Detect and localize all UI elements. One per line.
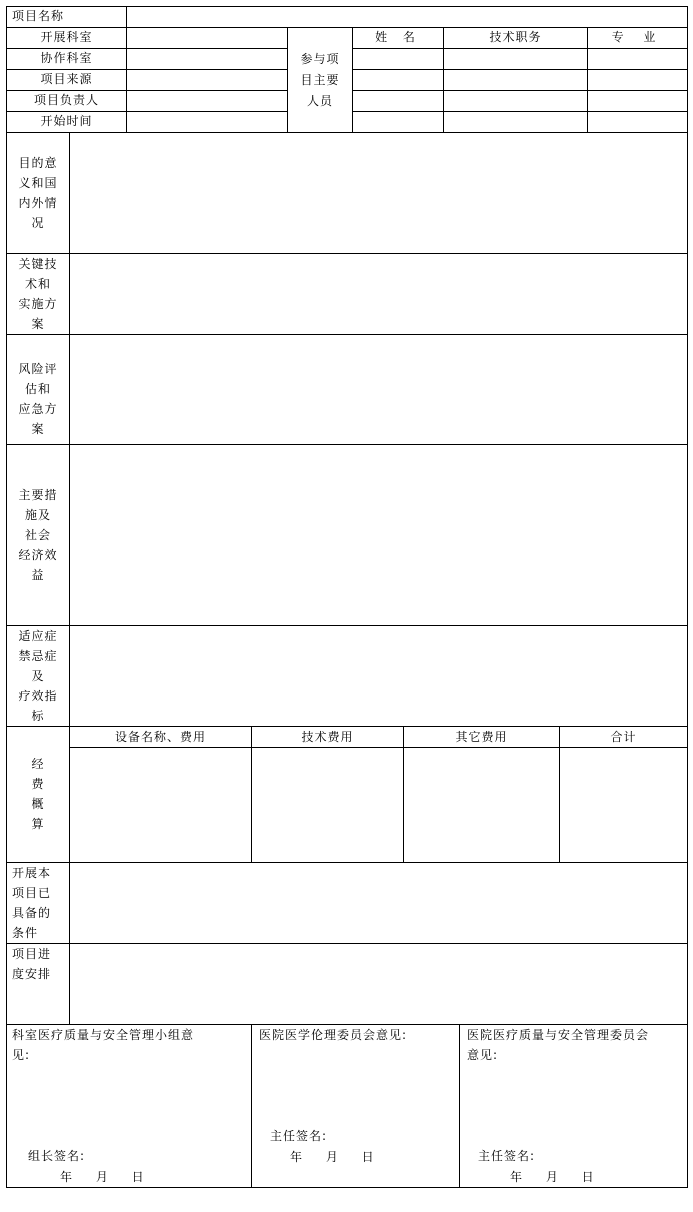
- key-tech-label-4: 案: [31, 317, 45, 331]
- risk-label-2: 估和: [24, 382, 51, 396]
- key-tech-label-2: 术和: [24, 277, 51, 291]
- budget-label-2: 费: [31, 777, 45, 791]
- leader-field[interactable]: [127, 91, 287, 111]
- conditions-label-4: 条件: [12, 926, 39, 940]
- measures-label-2: 施及: [24, 508, 51, 522]
- conditions-label-2: 项目已: [12, 886, 52, 900]
- indications-label-4: 疗效指: [18, 689, 58, 703]
- key-tech-label-1: 关键技: [18, 257, 58, 271]
- source-field[interactable]: [127, 70, 287, 90]
- risk-field[interactable]: [70, 335, 687, 444]
- project-name-label: 项目名称: [12, 9, 65, 23]
- project-name-field[interactable]: [127, 7, 687, 27]
- risk-label-4: 案: [31, 422, 45, 436]
- start-time-field[interactable]: [127, 112, 287, 132]
- hospital-director-signature-label: 主任签名:: [478, 1149, 536, 1163]
- members-label-line3: 人员: [306, 94, 333, 108]
- indications-label-3: 及: [31, 669, 45, 683]
- dept-group-opinion-label-1: 科室医疗质量与安全管理小组意: [12, 1028, 195, 1042]
- hospital-date: 年 月 日: [510, 1170, 604, 1184]
- conditions-label-1: 开展本: [12, 866, 52, 880]
- purpose-label-3: 内外情: [18, 196, 58, 210]
- budget-other-header: 其它费用: [455, 730, 508, 744]
- schedule-field[interactable]: [70, 944, 687, 1024]
- source-label: 项目来源: [40, 72, 93, 86]
- budget-label-1: 经: [31, 757, 45, 771]
- budget-tech-field[interactable]: [252, 748, 403, 862]
- budget-other-field[interactable]: [404, 748, 559, 862]
- budget-total-header: 合计: [610, 730, 637, 744]
- indications-label-1: 适应症: [18, 629, 58, 643]
- indications-label-2: 禁忌症: [18, 649, 58, 663]
- budget-label-3: 概: [31, 797, 45, 811]
- conditions-label-3: 具备的: [12, 906, 52, 920]
- key-tech-field[interactable]: [70, 254, 687, 334]
- dept-group-date: 年 月 日: [60, 1170, 154, 1184]
- dept-label: 开展科室: [40, 30, 93, 44]
- measures-label-3: 社会: [24, 528, 51, 542]
- ethics-director-signature-label: 主任签名:: [270, 1129, 328, 1143]
- budget-tech-header: 技术费用: [301, 730, 354, 744]
- purpose-label-2: 义和国: [18, 176, 58, 190]
- members-label-line1: 参与项: [300, 52, 340, 66]
- indications-field[interactable]: [70, 626, 687, 726]
- measures-label-4: 经济效: [18, 548, 58, 562]
- start-time-label: 开始时间: [40, 114, 93, 128]
- leader-label: 项目负责人: [33, 93, 99, 107]
- ethics-opinion-label: 医院医学伦理委员会意见:: [259, 1028, 408, 1042]
- col-title-header: 技术职务: [489, 30, 542, 44]
- key-tech-label-3: 实施方: [18, 297, 58, 311]
- purpose-field[interactable]: [70, 133, 687, 253]
- purpose-label-4: 况: [31, 216, 45, 230]
- coop-dept-field[interactable]: [127, 49, 287, 69]
- col-name-header: 姓 名: [375, 30, 421, 44]
- risk-label-3: 应急方: [18, 402, 58, 416]
- budget-equipment-header: 设备名称、费用: [114, 730, 206, 744]
- budget-total-field[interactable]: [560, 748, 687, 862]
- hospital-opinion-label-2: 意见:: [467, 1048, 499, 1062]
- conditions-field[interactable]: [70, 863, 687, 943]
- budget-equipment-field[interactable]: [70, 748, 251, 862]
- indications-label-5: 标: [31, 709, 45, 723]
- schedule-label-1: 项目进: [12, 947, 52, 961]
- leader-signature-label: 组长签名:: [28, 1149, 86, 1163]
- budget-label-4: 算: [31, 817, 45, 831]
- measures-label-1: 主要措: [18, 488, 58, 502]
- measures-field[interactable]: [70, 445, 687, 625]
- schedule-label-2: 度安排: [12, 967, 52, 981]
- ethics-date: 年 月 日: [290, 1150, 384, 1164]
- coop-dept-label: 协作科室: [40, 51, 93, 65]
- purpose-label-1: 目的意: [18, 156, 58, 170]
- hospital-opinion-label-1: 医院医疗质量与安全管理委员会: [467, 1028, 650, 1042]
- col-major-header: 专 业: [611, 30, 664, 44]
- members-label-line2: 目主要: [300, 73, 340, 87]
- dept-group-opinion-label-2: 见:: [12, 1048, 31, 1062]
- risk-label-1: 风险评: [18, 362, 58, 376]
- measures-label-5: 益: [31, 568, 45, 582]
- dept-field[interactable]: [127, 28, 287, 48]
